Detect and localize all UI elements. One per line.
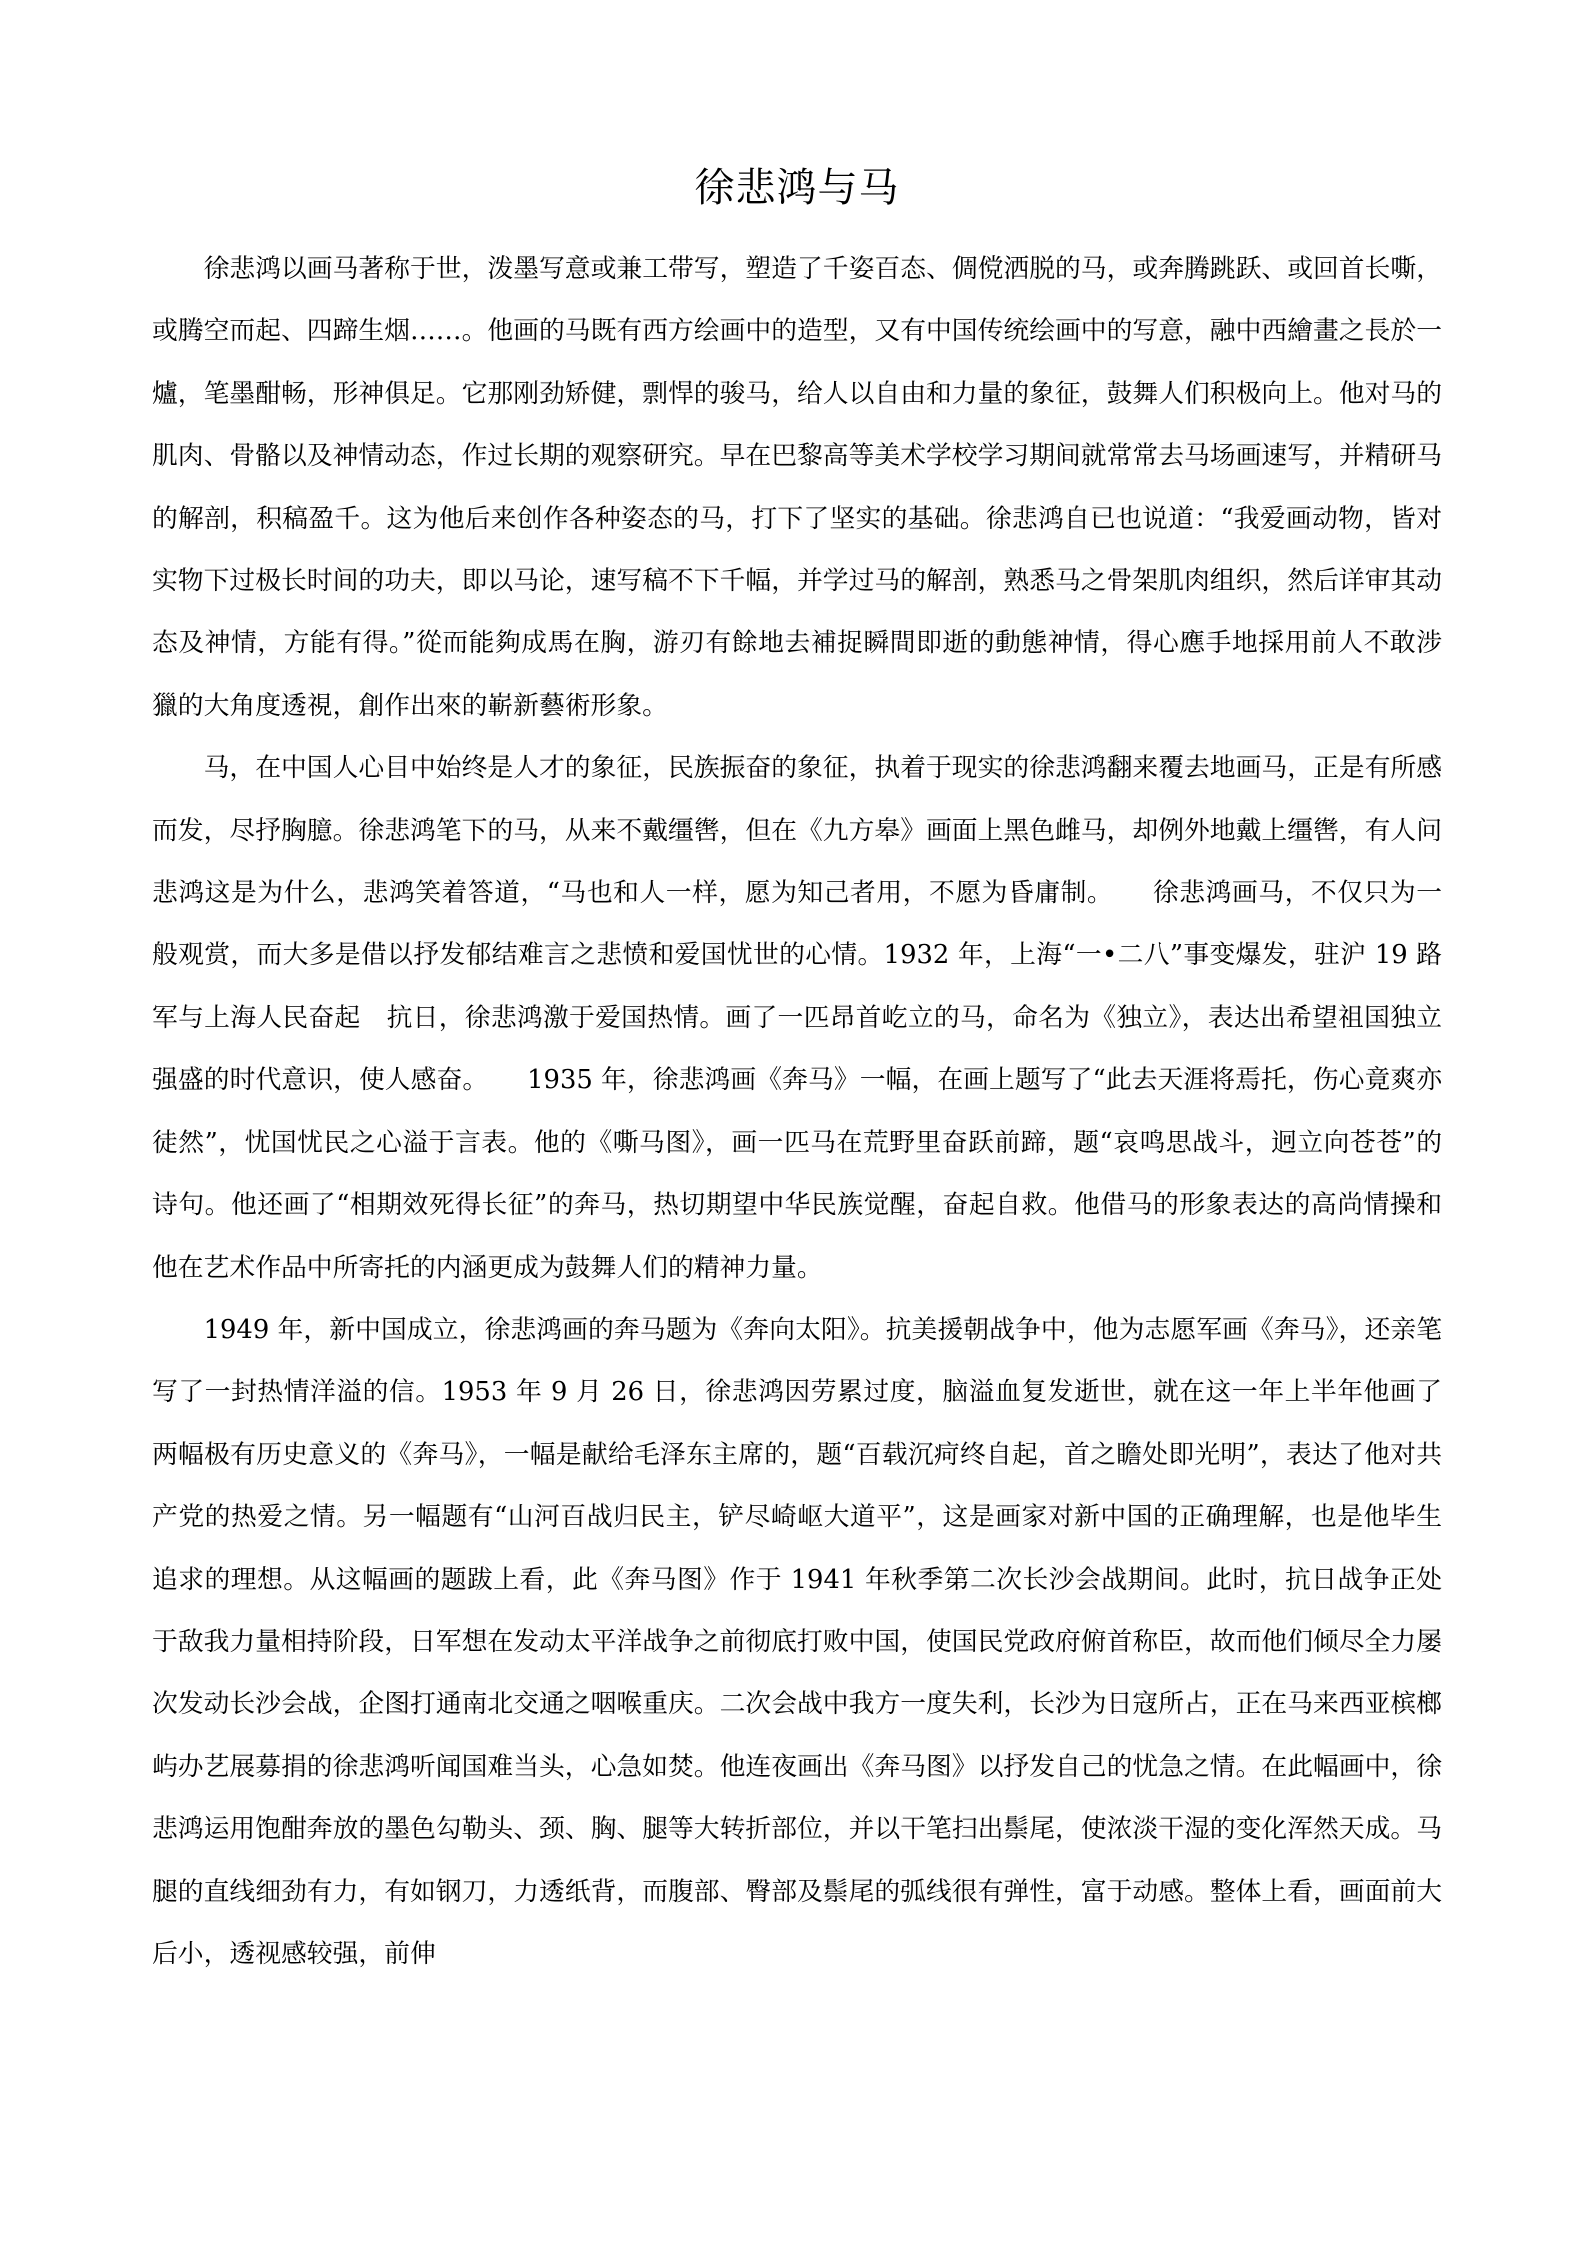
paragraph-2: 马，在中国人心目中始终是人才的象征，民族振奋的象征，执着于现实的徐悲鸿翻来覆去地画马，正是有所感而发，尽抒胸臆。徐悲鸿笔下的马，从来不戴缰辔，但在《九方皋》画面上黑色雌马，却例外地戴上缰辔，有人问悲鸿这是为什么，悲鸿笑着答道，“马也和人一样，愿为知己者用，不愿为昏庸制。 徐悲鸿画马，不仅只为一般观赏，而大多是借以抒发郁结难言之悲愤和爱国忧世的心情。1932 年，上海“一•二八”事变爆发，驻沪 19 路军与上海人民奋起 抗日，徐悲鸿激于爱国热情。画了一匹昂首屹立的马，命名为《独立》，表达出希望祖国独立强盛的时代意识，使人感奋。 1935 年，徐悲鸿画《奔马》一幅，在画上题写了“此去天涯将焉托，伤心竟爽亦徒然”，忧国忧民之心溢于言表。他的《嘶马图》，画一匹马在荒野里奋跃前蹄，题“哀鸣思战斗，迥立向苍苍”的诗句。他还画了“相期效死得长征”的奔马，热切期望中华民族觉醒，奋起自救。他借马的形象表达的高尚情操和他在艺术作品中所寄托的内涵更成为鼓舞人们的精神力量。 <box>152 753 1442 1283</box>
document-title: 徐悲鸿与马 <box>694 165 900 211</box>
paragraph-1: 徐悲鸿以画马著称于世，泼墨写意或兼工带写，塑造了千姿百态、倜傥洒脱的马，或奔腾跳跃、或回首长嘶，或腾空而起、四蹄生烟……。他画的马既有西方绘画中的造型，又有中国传统绘画中的写意，融中西繪畫之長於一爐，笔墨酣畅，形神俱足。它那刚劲矫健，剽悍的骏马，给人以自由和力量的象征，鼓舞人们积极向上。他对马的肌肉、骨骼以及神情动态，作过长期的观察研究。早在巴黎高等美术学校学习期间就常常去马场画速写，并精研马的解剖，积稿盈千。这为他后来创作各种姿态的马，打下了坚实的基础。徐悲鸿自已也说道：“我爱画动物，皆对实物下过极长时间的功夫，即以马论，速写稿不下千幅，并学过马的解剖，熟悉马之骨架肌肉组织，然后详审其动态及神情，方能有得。”從而能夠成馬在胸，游刃有餘地去補捉瞬間即逝的動態神情，得心應手地採用前人不敢涉獵的大角度透視，創作出來的嶄新藝術形象。 <box>152 254 1442 721</box>
document-page <box>152 160 1442 1985</box>
paragraph-3: 1949 年，新中国成立，徐悲鸿画的奔马题为《奔向太阳》。抗美援朝战争中，他为志愿军画《奔马》，还亲笔写了一封热情洋溢的信。1953 年 9 月 26 日，徐悲鸿因劳累过度，脑溢血复发逝世，就在这一年上半年他画了两幅极有历史意义的《奔马》，一幅是献给毛泽东主席的，题“百载沉疴终自起，首之瞻处即光明”，表达了他对共产党的热爱之情。另一幅题有“山河百战归民主，铲尽崎岖大道平”，这是画家对新中国的正确理解，也是他毕生追求的理想。从这幅画的题跋上看，此《奔马图》作于 1941 年秋季第二次长沙会战期间。此时，抗日战争正处于敌我力量相持阶段，日军想在发动太平洋战争之前彻底打败中国，使国民党政府俯首称臣，故而他们倾尽全力屡次发动长沙会战，企图打通南北交通之咽喉重庆。二次会战中我方一度失利，长沙为日寇所占，正在马来西亚槟榔屿办艺展募捐的徐悲鸿听闻国难当头，心急如焚。他连夜画出《奔马图》以抒发自己的忧急之情。在此幅画中，徐悲鸿运用饱酣奔放的墨色勾勒头、颈、胸、腿等大转折部位，并以干笔扫出鬃尾，使浓淡干湿的变化浑然天成。马腿的直线细劲有力，有如钢刀，力透纸背，而腹部、臀部及鬃尾的弧线很有弹性，富于动感。整体上看，画面前大后小，透视感较强，前伸 <box>152 1314 1442 1969</box>
